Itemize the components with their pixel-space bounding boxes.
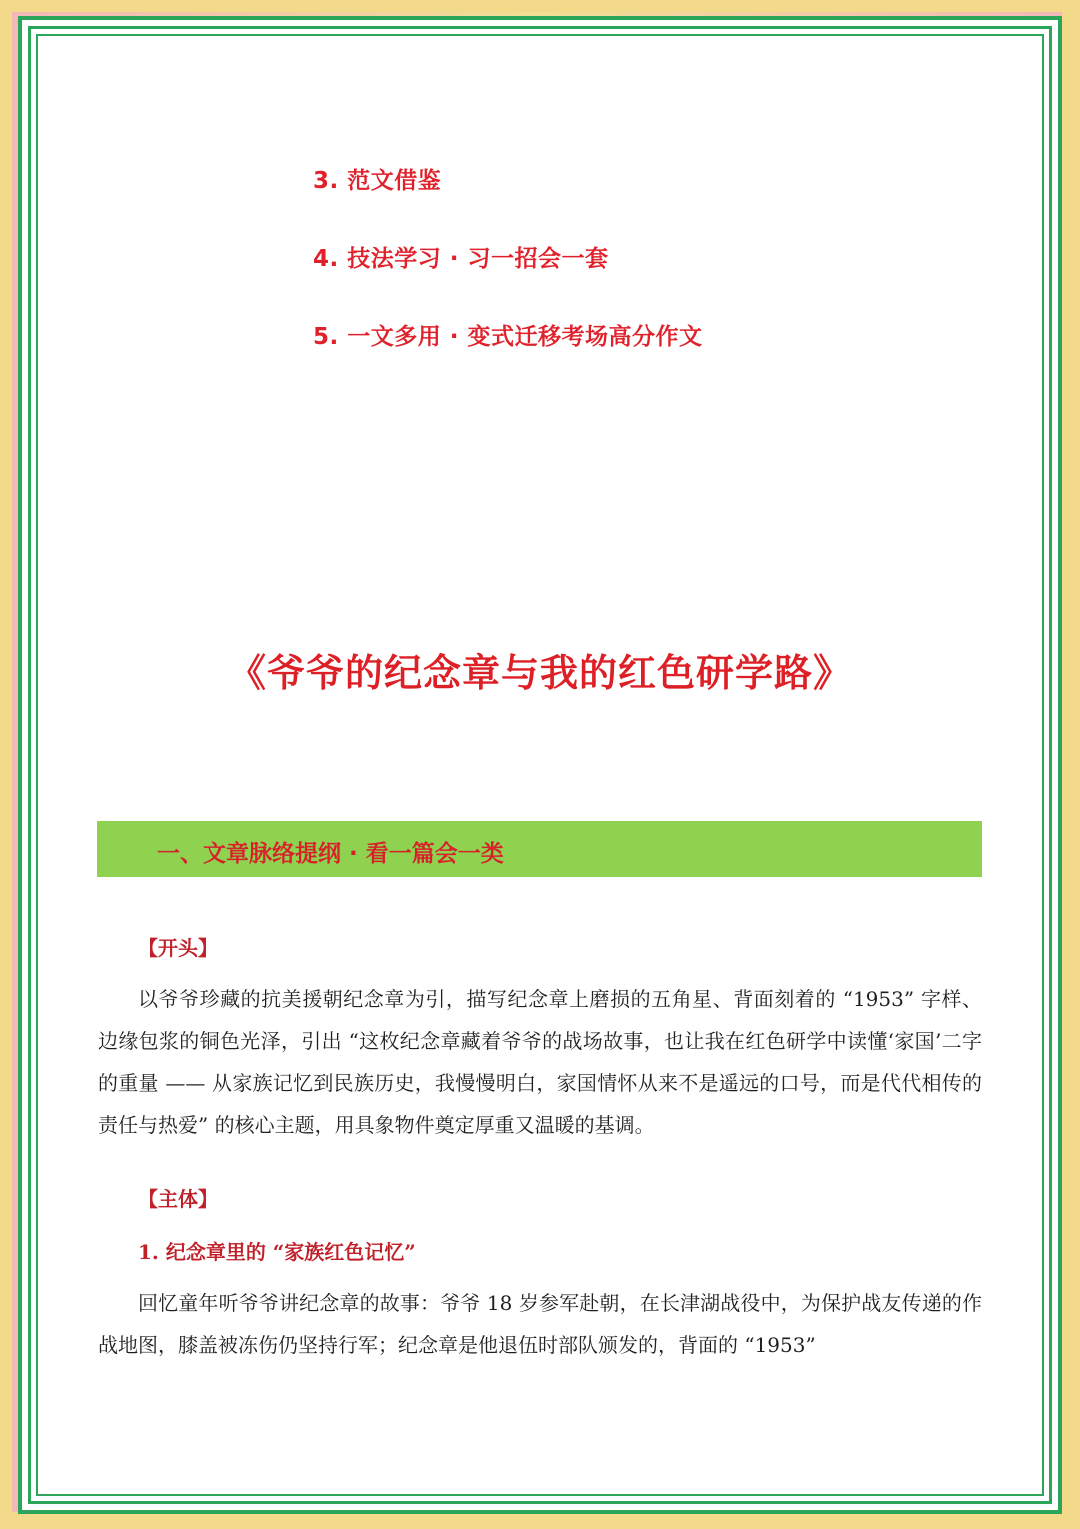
section-heading-bar	[97, 821, 982, 877]
section-heading: 一、文章脉络提纲 · 看一篇会一类	[157, 841, 504, 867]
opening-label: 【开头】	[138, 936, 218, 960]
body-label: 【主体】	[138, 1187, 218, 1211]
toc-item-4: 4. 技法学习 · 习一招会一套	[313, 246, 609, 272]
opening-paragraph: 以爷爷珍藏的抗美援朝纪念章为引，描写纪念章上磨损的五角星、背面刻着的 “1953” 字样、边缘包浆的铜色光泽，引出 “这枚纪念章藏着爷爷的战场故事，也让我在红色研学中读懂‘家国’二字的重量 —— 从家族记忆到民族历史，我慢慢明白，家国情怀从来不是遥远的口号，而是代代相传的责任与热爱” 的核心主题，用具象物件奠定厚重又温暖的基调。	[98, 987, 982, 1137]
article-title: 《爷爷的纪念章与我的红色研学路》	[227, 651, 852, 695]
point1-paragraph: 回忆童年听爷爷讲纪念章的故事：爷爷 18 岁参军赴朝，在长津湖战役中，为保护战友传递的作战地图，膝盖被冻伤仍坚持行军；纪念章是他退伍时部队颁发的，背面的 “1953”	[98, 1291, 982, 1357]
point1-title: 1. 纪念章里的 “家族红色记忆”	[138, 1240, 416, 1264]
toc-item-3: 3. 范文借鉴	[313, 168, 442, 194]
toc-item-5: 5. 一文多用 · 变式迁移考场高分作文	[313, 324, 703, 350]
